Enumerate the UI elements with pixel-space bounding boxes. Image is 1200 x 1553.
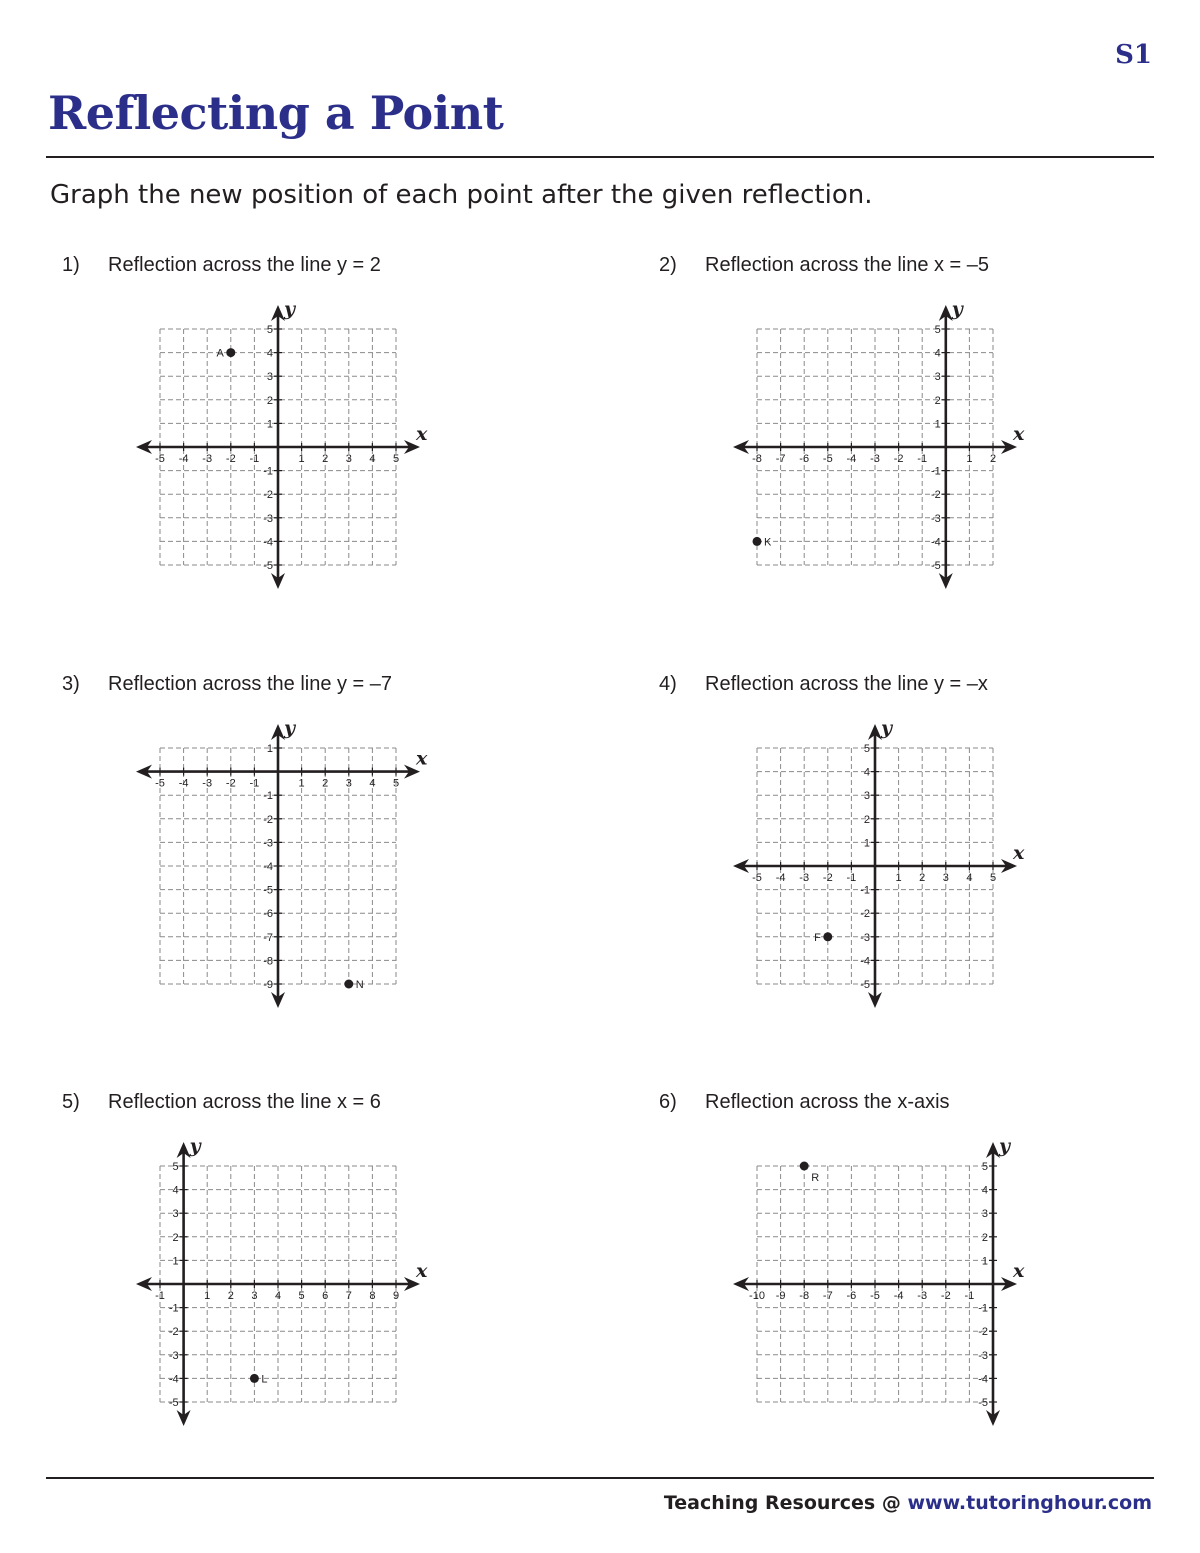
problem-number: 2) — [659, 254, 677, 276]
y-tick-label: -1 — [168, 1302, 179, 1315]
coordinate-grid — [62, 1091, 622, 1491]
y-tick-label: 1 — [863, 837, 870, 850]
x-tick-label: -2 — [225, 777, 236, 790]
y-tick-label: -5 — [263, 560, 273, 572]
problem-6 — [659, 1091, 1200, 1491]
y-tick-label: -1 — [860, 884, 870, 897]
y-tick-label: -1 — [263, 790, 273, 803]
x-tick-label: 1 — [298, 777, 305, 790]
plotted-point — [344, 980, 353, 989]
x-tick-label: 3 — [251, 1290, 258, 1302]
y-tick-label: -3 — [931, 512, 941, 525]
y-axis-label: y — [951, 298, 963, 320]
y-tick-label: -3 — [168, 1349, 179, 1362]
y-tick-label: 4 — [981, 1184, 988, 1197]
x-tick-label: -3 — [870, 453, 880, 465]
instructions: Graph the new position of each point after the given reflection. — [50, 180, 873, 210]
plotted-point — [823, 932, 832, 941]
y-tick-label: 1 — [266, 743, 273, 755]
x-tick-label: 5 — [392, 777, 400, 790]
y-tick-label: -9 — [263, 979, 273, 991]
y-tick-label: -5 — [263, 884, 273, 897]
y-tick-label: -3 — [978, 1349, 988, 1362]
problem-1 — [62, 254, 622, 654]
x-tick-label: 9 — [392, 1290, 400, 1302]
y-tick-label: 2 — [863, 813, 870, 826]
point-label: F — [814, 931, 821, 944]
footer-link[interactable]: www.tutoringhour.com — [907, 1492, 1152, 1514]
problem-prompt: Reflection across the line y = –7 — [108, 673, 393, 695]
x-tick-label: -4 — [178, 453, 189, 465]
y-tick-label: 5 — [863, 743, 870, 755]
y-tick-label: -2 — [263, 813, 273, 826]
x-axis-label: x — [1013, 1260, 1025, 1282]
x-tick-label: 3 — [345, 453, 352, 465]
x-tick-label: -2 — [822, 872, 833, 884]
coordinate-grid — [659, 254, 1200, 654]
y-tick-label: 4 — [172, 1184, 179, 1197]
problem-number: 5) — [62, 1091, 80, 1113]
y-tick-label: -2 — [168, 1326, 179, 1339]
x-tick-label: 4 — [966, 872, 973, 884]
y-tick-label: 2 — [266, 394, 273, 407]
x-tick-label: -1 — [964, 1290, 975, 1302]
point-label: R — [811, 1172, 820, 1184]
x-tick-label: -8 — [752, 453, 762, 465]
problem-prompt: Reflection across the line y = –x — [705, 673, 988, 695]
x-tick-label: -4 — [178, 777, 189, 790]
y-tick-label: 2 — [934, 394, 941, 407]
y-tick-label: 3 — [863, 790, 870, 803]
x-tick-label: 2 — [919, 872, 926, 884]
y-tick-label: 3 — [981, 1208, 988, 1221]
footer — [664, 1492, 1152, 1514]
x-tick-label: 1 — [895, 872, 902, 884]
x-tick-label: -5 — [870, 1290, 880, 1302]
x-tick-label: -2 — [940, 1290, 951, 1302]
x-tick-label: 1 — [298, 453, 305, 465]
y-tick-label: 1 — [172, 1255, 179, 1268]
y-tick-label: 2 — [981, 1231, 988, 1244]
y-tick-label: -6 — [263, 908, 273, 921]
y-tick-label: 4 — [863, 766, 870, 779]
y-tick-label: 3 — [172, 1208, 179, 1221]
x-tick-label: 2 — [322, 453, 329, 465]
y-axis-label: y — [999, 1135, 1011, 1157]
y-tick-label: -4 — [931, 536, 941, 549]
plotted-point — [250, 1374, 259, 1383]
x-tick-label: -4 — [893, 1290, 904, 1302]
x-tick-label: -7 — [775, 453, 786, 465]
x-tick-label: -9 — [775, 1290, 786, 1302]
problem-2 — [659, 254, 1200, 654]
x-tick-label: 2 — [322, 777, 329, 790]
coordinate-grid — [62, 673, 622, 1073]
x-tick-label: -6 — [846, 1290, 857, 1302]
x-tick-label: 3 — [942, 872, 949, 884]
problem-prompt: Reflection across the line x = 6 — [108, 1091, 381, 1113]
y-tick-label: -2 — [978, 1326, 988, 1339]
x-tick-label: -5 — [822, 453, 833, 465]
y-tick-label: 5 — [934, 324, 941, 336]
coordinate-grid — [62, 254, 622, 654]
y-tick-label: -5 — [860, 979, 870, 991]
y-tick-label: 3 — [266, 371, 273, 384]
y-axis-label: y — [284, 298, 296, 320]
x-tick-label: -5 — [155, 777, 165, 790]
plotted-point — [800, 1162, 809, 1171]
problem-number: 1) — [62, 254, 80, 276]
y-tick-label: 5 — [172, 1161, 179, 1173]
x-tick-label: -6 — [799, 453, 810, 465]
x-tick-label: 8 — [369, 1290, 376, 1302]
y-tick-label: -8 — [263, 955, 273, 968]
x-tick-label: 5 — [989, 872, 997, 884]
y-tick-label: -4 — [168, 1373, 179, 1386]
x-tick-label: 1 — [966, 453, 973, 465]
y-tick-label: -2 — [860, 908, 870, 921]
y-tick-label: -4 — [263, 861, 273, 873]
problem-number: 6) — [659, 1091, 677, 1113]
point-label: K — [764, 536, 772, 549]
plotted-point — [753, 537, 762, 546]
problem-number: 4) — [659, 673, 677, 695]
y-tick-label: 1 — [266, 418, 273, 431]
x-axis-label: x — [416, 423, 428, 445]
x-tick-label: 4 — [369, 777, 376, 790]
y-tick-label: -7 — [263, 931, 273, 944]
footer-label: Teaching Resources @ — [663, 1492, 901, 1514]
y-tick-label: 4 — [934, 347, 941, 360]
x-tick-label: -5 — [155, 453, 165, 465]
page-title: Reflecting a Point — [48, 86, 504, 140]
plotted-point — [226, 348, 235, 357]
problem-prompt: Reflection across the line x = –5 — [705, 254, 990, 276]
y-tick-label: -5 — [978, 1397, 988, 1409]
x-axis-label: x — [416, 747, 428, 770]
coordinate-grid — [659, 673, 1200, 1073]
x-tick-label: -3 — [917, 1290, 928, 1302]
y-tick-label: 4 — [266, 347, 273, 360]
y-tick-label: -2 — [931, 489, 941, 502]
y-tick-label: -3 — [263, 837, 273, 850]
x-tick-label: -1 — [155, 1290, 165, 1302]
x-tick-label: 3 — [345, 777, 352, 790]
x-tick-label: 1 — [204, 1290, 211, 1302]
x-tick-label: -4 — [775, 872, 786, 884]
y-tick-label: -5 — [931, 560, 941, 572]
x-tick-label: 6 — [322, 1290, 329, 1302]
y-tick-label: -5 — [168, 1397, 179, 1409]
x-axis-label: x — [1013, 842, 1025, 864]
x-tick-label: -4 — [846, 453, 857, 465]
coordinate-grid — [659, 1091, 1200, 1491]
x-tick-label: -1 — [917, 453, 928, 465]
y-tick-label: 1 — [934, 418, 941, 431]
y-tick-label: 3 — [934, 371, 941, 384]
y-tick-label: 1 — [981, 1255, 988, 1268]
x-tick-label: -7 — [822, 1290, 833, 1302]
y-tick-label: -4 — [978, 1373, 988, 1386]
x-tick-label: 2 — [227, 1290, 234, 1302]
y-tick-label: -3 — [860, 931, 870, 944]
x-tick-label: -8 — [799, 1290, 810, 1302]
x-axis-label: x — [1013, 423, 1025, 445]
y-tick-label: -4 — [860, 955, 870, 968]
footer-divider — [46, 1477, 1154, 1479]
y-tick-label: 5 — [266, 324, 273, 336]
problem-3 — [62, 673, 622, 1073]
x-tick-label: -1 — [249, 777, 260, 790]
y-tick-label: 5 — [981, 1161, 988, 1173]
x-tick-label: 5 — [298, 1290, 305, 1302]
y-tick-label: -1 — [931, 465, 941, 478]
y-tick-label: -2 — [263, 489, 273, 502]
y-tick-label: -1 — [263, 465, 273, 478]
x-tick-label: -10 — [749, 1290, 765, 1302]
x-tick-label: -3 — [799, 872, 810, 884]
sheet-code: S1 — [1115, 40, 1152, 70]
problem-number: 3) — [62, 673, 80, 695]
x-tick-label: 5 — [392, 453, 400, 465]
x-tick-label: 4 — [369, 453, 376, 465]
x-tick-label: -2 — [225, 453, 236, 465]
problem-5 — [62, 1091, 622, 1491]
y-tick-label: 2 — [172, 1231, 179, 1244]
y-tick-label: -3 — [263, 512, 273, 525]
x-tick-label: -5 — [752, 872, 762, 884]
point-label: L — [261, 1373, 268, 1386]
problem-4 — [659, 673, 1200, 1073]
x-tick-label: 2 — [989, 453, 997, 465]
problem-prompt: Reflection across the x-axis — [705, 1091, 950, 1113]
point-label: A — [216, 347, 224, 360]
x-tick-label: -1 — [846, 872, 857, 884]
point-label: N — [355, 979, 364, 991]
x-tick-label: -1 — [249, 453, 260, 465]
x-tick-label: 7 — [345, 1290, 352, 1302]
x-tick-label: 4 — [274, 1290, 282, 1302]
y-tick-label: -1 — [978, 1302, 988, 1315]
x-tick-label: -3 — [202, 453, 213, 465]
y-axis-label: y — [284, 717, 296, 739]
problem-prompt: Reflection across the line y = 2 — [108, 254, 381, 276]
y-tick-label: -4 — [263, 536, 273, 549]
x-axis-label: x — [416, 1260, 428, 1282]
x-tick-label: -3 — [202, 777, 213, 790]
x-tick-label: -2 — [893, 453, 904, 465]
header-divider — [46, 156, 1154, 158]
y-axis-label: y — [881, 717, 893, 739]
y-axis-label: y — [189, 1135, 201, 1157]
